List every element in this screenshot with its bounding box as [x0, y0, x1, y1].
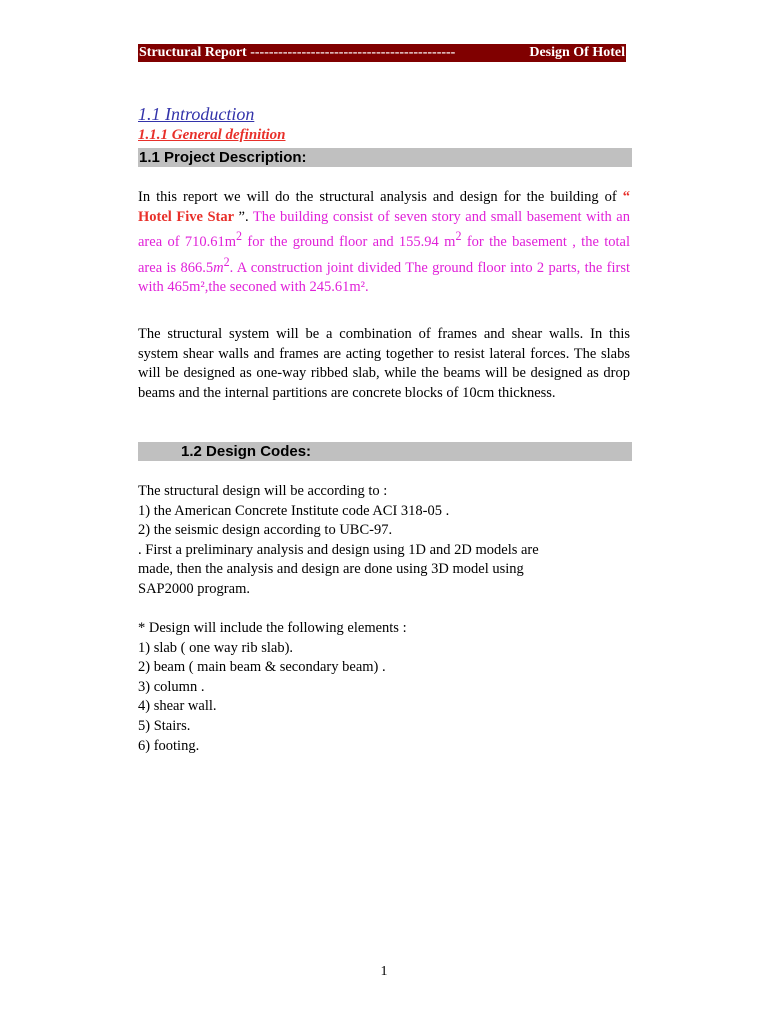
running-header — [138, 44, 626, 62]
section-heading-project-description: 1.1 Project Description: — [138, 148, 632, 167]
list-item: 4) shear wall. — [138, 698, 217, 715]
text-line: 2) the seismic design according to UBC-97. — [138, 522, 393, 539]
unit-m: m — [213, 259, 224, 276]
superscript: 2 — [223, 254, 230, 269]
building-description: The building consist of seven story and small basement with an area of 710.61m — [138, 208, 630, 251]
list-item: 5) Stairs. — [138, 717, 191, 734]
header-dashes: -------------------------------------------- — [250, 45, 456, 60]
intro-text: In this report we will do the structural analysis and design for the building of — [138, 189, 617, 205]
paragraph-structural-system: The structural system will be a combination of frames and shear walls. In this system shear walls and frames are acting together to resist lateral forces. The slabs will be designed as one-way ribbed slab, while the beams will be designed as drop beams and the internal partitions are concrete blocks of 10cm thickness. — [138, 326, 630, 402]
basement-area-text: for the ground floor and 155.94 m — [242, 234, 456, 251]
total-area-text: for the basement , the total area is 866.5 — [138, 234, 630, 276]
list-item: 6) footing. — [138, 737, 200, 754]
list-item: 2) beam ( main beam & secondary beam) . — [138, 659, 386, 676]
list-item: * Design will include the following elements : — [138, 620, 407, 636]
quote-open: “ — [622, 189, 630, 205]
header-title: Structural Report — [139, 45, 247, 60]
superscript: 2 — [455, 229, 462, 244]
construction-joint-text: . A construction joint divided The ground floor into 2 parts, the first with 465m²,the seconed with 245.61m². — [138, 259, 630, 296]
text-line: SAP2000 program. — [138, 580, 250, 597]
general-definition-heading: 1.1.1 General definition — [138, 127, 286, 143]
list-item: 1) slab ( one way rib slab). — [138, 639, 294, 656]
text-line: made, then the analysis and design are done using 3D model using — [138, 561, 524, 578]
section-heading-design-codes: 1.2 Design Codes: — [138, 442, 632, 461]
design-elements-list — [138, 619, 630, 756]
page-number: 1 — [380, 964, 388, 979]
text-line: 1) the American Concrete Institute code ACI 318-05 . — [138, 502, 450, 519]
quote-close: ”. — [234, 208, 249, 225]
intro-heading: 1.1 Introduction — [138, 104, 255, 124]
superscript: 2 — [236, 229, 243, 244]
design-codes-text — [138, 482, 630, 600]
text-line: . First a preliminary analysis and design using 1D and 2D models are — [138, 541, 539, 558]
paragraph-project-intro — [138, 188, 630, 298]
list-item: 3) column . — [138, 678, 205, 695]
header-right-text: Design Of Hotel — [529, 45, 625, 60]
text-line: The structural design will be according to : — [138, 483, 388, 499]
header-left-text — [138, 44, 455, 62]
hotel-name: Hotel Five Star — [138, 208, 235, 225]
